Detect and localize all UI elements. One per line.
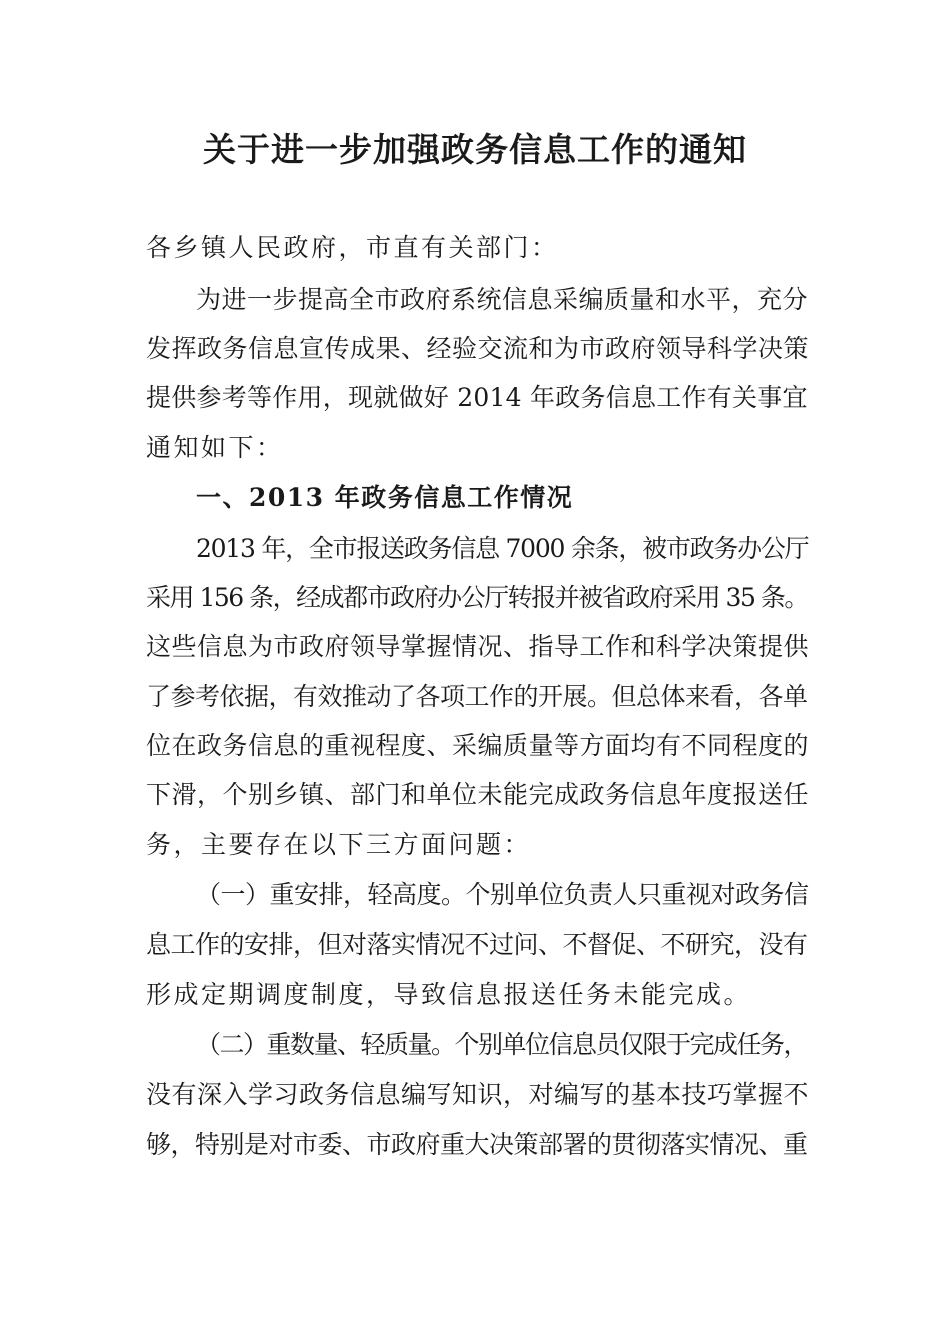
item1-line-3: 形成定期调度制度，导致信息报送任务未能完成。 xyxy=(146,980,752,1009)
section-heading: 一、2013 年政务信息工作情况 xyxy=(196,483,574,512)
section1-line-2: 采用 156 条，经成都市政府办公厅转报并被省政府采用 35 条。 xyxy=(146,583,808,612)
intro-line-3: 提供参考等作用，现就做好 2014 年政务信息工作有关事宜 xyxy=(146,383,808,412)
intro-line-2: 发挥政务信息宣传成果、经验交流和为市政府领导科学决策 xyxy=(146,334,810,363)
salutation: 各乡镇人民政府，市直有关部门： xyxy=(146,233,559,262)
item2-line-3: 够，特别是对市委、市政府重大决策部署的贯彻落实情况、重 xyxy=(146,1130,808,1159)
section1-line-5: 位在政务信息的重视程度、采编质量等方面均有不同程度的 xyxy=(146,731,810,760)
section1-line-3: 这些信息为市政府领导掌握情况、指导工作和科学决策提供 xyxy=(146,632,810,661)
item1-line-2: 息工作的安排，但对落实情况不过问、不督促、不研究，没有 xyxy=(146,930,808,959)
section1-line-4: 了参考依据，有效推动了各项工作的开展。但总体来看，各单 xyxy=(146,682,808,711)
intro-line-1: 为进一步提高全市政府系统信息采编质量和水平，充分 xyxy=(196,285,809,314)
item2-line-1: （二）重数量、轻质量。个别单位信息员仅限于完成任务， xyxy=(196,1030,808,1059)
intro-line-4: 通知如下： xyxy=(146,433,284,462)
document-title: 关于进一步加强政务信息工作的通知 xyxy=(203,130,747,169)
section1-line-6: 下滑，个别乡镇、部门和单位未能完成政务信息年度报送任 xyxy=(146,780,810,809)
item1-line-1: （一）重安排，轻高度。个别单位负责人只重视对政务信 xyxy=(196,880,809,909)
item2-line-2: 没有深入学习政务信息编写知识，对编写的基本技巧掌握不 xyxy=(146,1080,810,1109)
section1-line-7: 务，主要存在以下三方面问题： xyxy=(146,830,532,859)
section1-line-1: 2013 年，全市报送政务信息 7000 余条，被市政务办公厅 xyxy=(196,534,809,563)
